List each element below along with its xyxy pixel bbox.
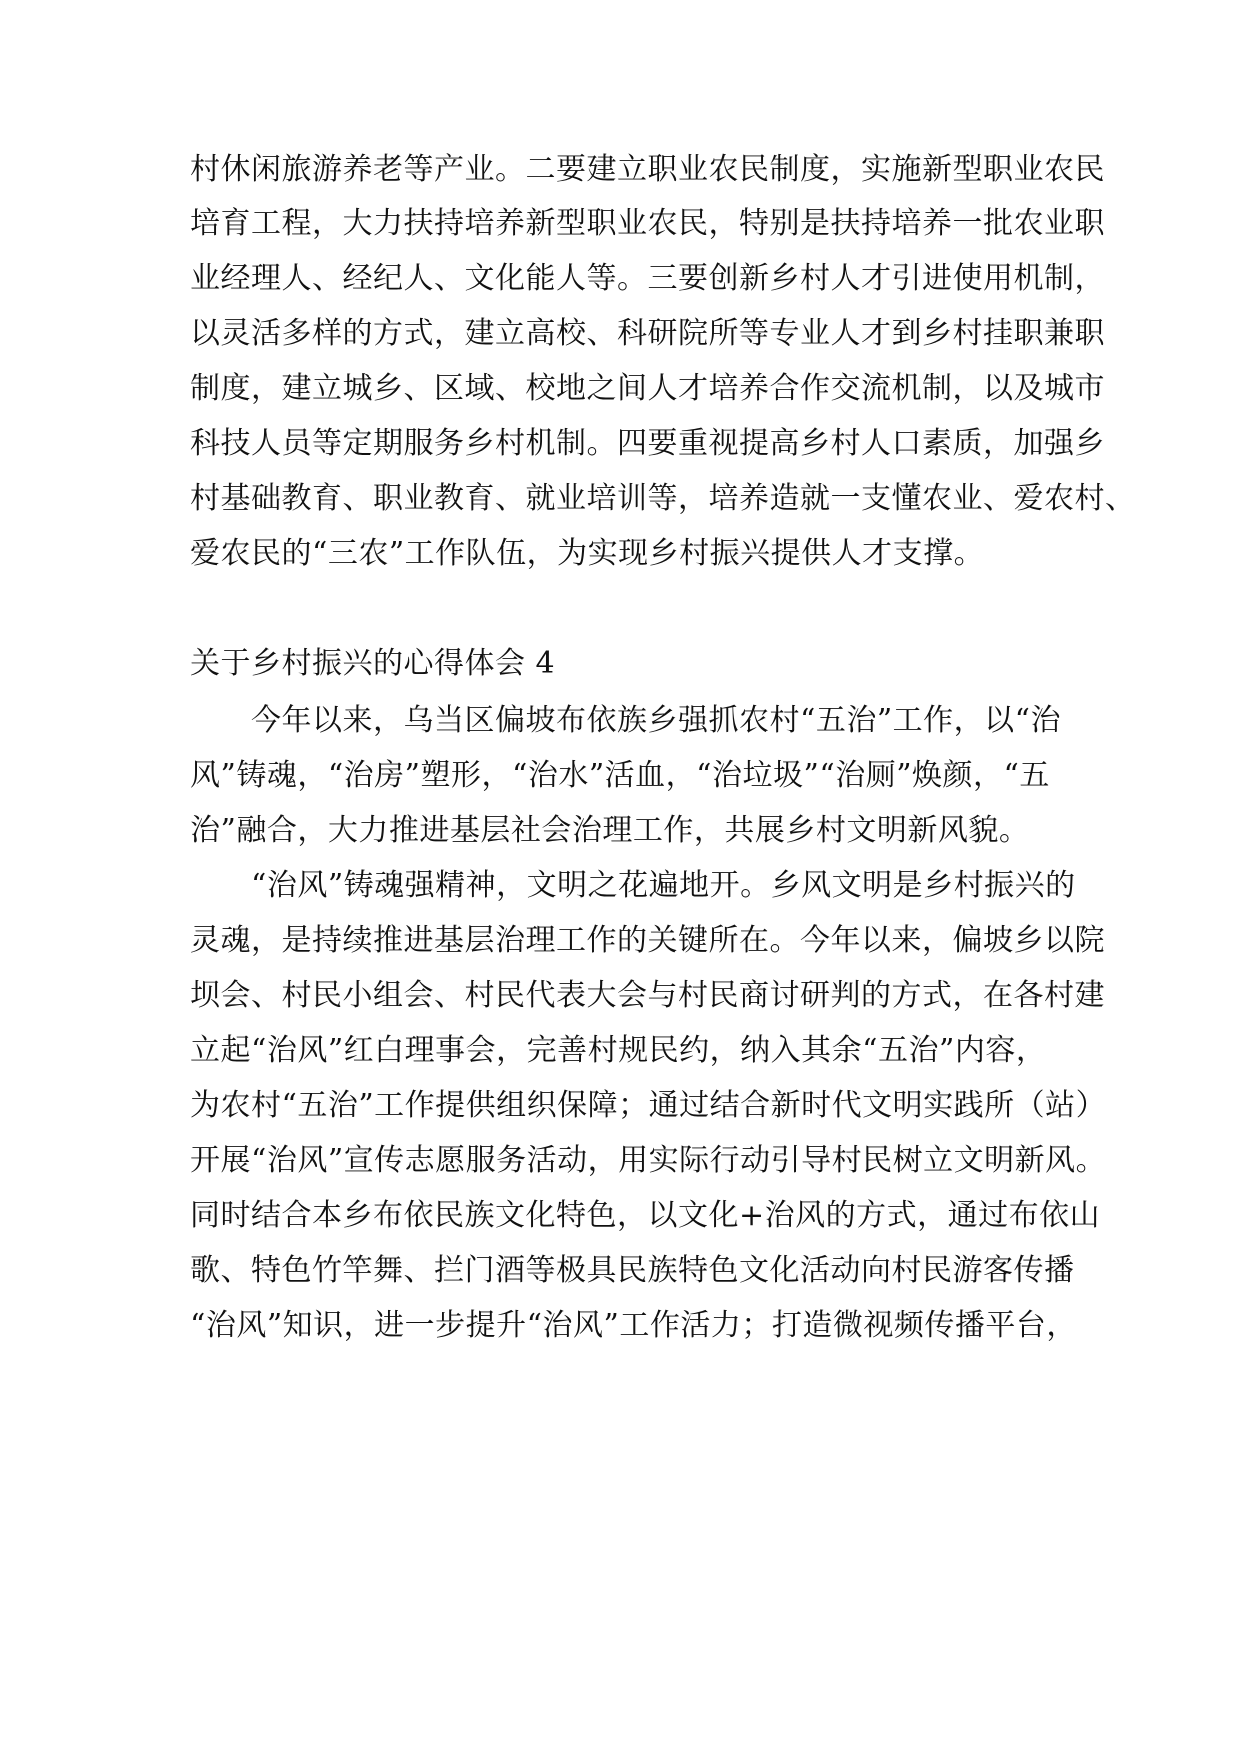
paragraph-line: 立起“治风”红白理事会，完善村规民约，纳入其余“五治”内容， (190, 1033, 1047, 1068)
paragraph-line: 业经理人、经纪人、文化能人等。三要创新乡村人才引进使用机制， (190, 261, 1105, 296)
paragraph-line: 歌、特色竹竿舞、拦门酒等极具民族特色文化活动向村民游客传播 (190, 1253, 1075, 1288)
paragraph-line: 爱农民的“三农”工作队伍，为实现乡村振兴提供人才支撑。 (190, 536, 985, 571)
paragraph-line: “治风”铸魂强精神，文明之花遍地开。乡风文明是乡村振兴的 (190, 868, 1076, 903)
paragraph-line: 村基础教育、职业教育、就业培训等，培养造就一支懂农业、爱农村、 (190, 481, 1136, 516)
paragraph-line: 为农村“五治”工作提供组织保障；通过结合新时代文明实践所（站） (190, 1088, 1107, 1123)
paragraph-line: 同时结合本乡布依民族文化特色，以文化+治风的方式，通过布依山 (190, 1198, 1101, 1233)
paragraph-line: 灵魂，是持续推进基层治理工作的关键所在。今年以来，偏坡乡以院 (190, 923, 1105, 958)
paragraph-line: 制度，建立城乡、区域、校地之间人才培养合作交流机制，以及城市 (190, 371, 1105, 406)
paragraph-line: 坝会、村民小组会、村民代表大会与村民商讨研判的方式，在各村建 (190, 978, 1105, 1013)
paragraph-line: 培育工程，大力扶持培养新型职业农民，特别是扶持培养一批农业职 (190, 206, 1105, 241)
paragraph-line: 风”铸魂，“治房”塑形，“治水”活血，“治垃圾”“治厕”焕颜，“五 (190, 758, 1050, 793)
paragraph-line: 以灵活多样的方式，建立高校、科研院所等专业人才到乡村挂职兼职 (190, 316, 1105, 351)
paragraph-line: 开展“治风”宣传志愿服务活动，用实际行动引导村民树立文明新风。 (190, 1143, 1107, 1178)
paragraph-line: 村休闲旅游养老等产业。二要建立职业农民制度，实施新型职业农民 (190, 152, 1105, 187)
section-title: 关于乡村振兴的心得体会 4 (190, 646, 556, 681)
paragraph-line: 治”融合，大力推进基层社会治理工作，共展乡村文明新风貌。 (190, 813, 1030, 848)
paragraph-line: 今年以来，乌当区偏坡布依族乡强抓农村“五治”工作，以“治 (190, 703, 1062, 738)
paragraph-line: “治风”知识，进一步提升“治风”工作活力；打造微视频传播平台， (190, 1308, 1077, 1343)
paragraph-line: 科技人员等定期服务乡村机制。四要重视提高乡村人口素质，加强乡 (190, 426, 1105, 461)
